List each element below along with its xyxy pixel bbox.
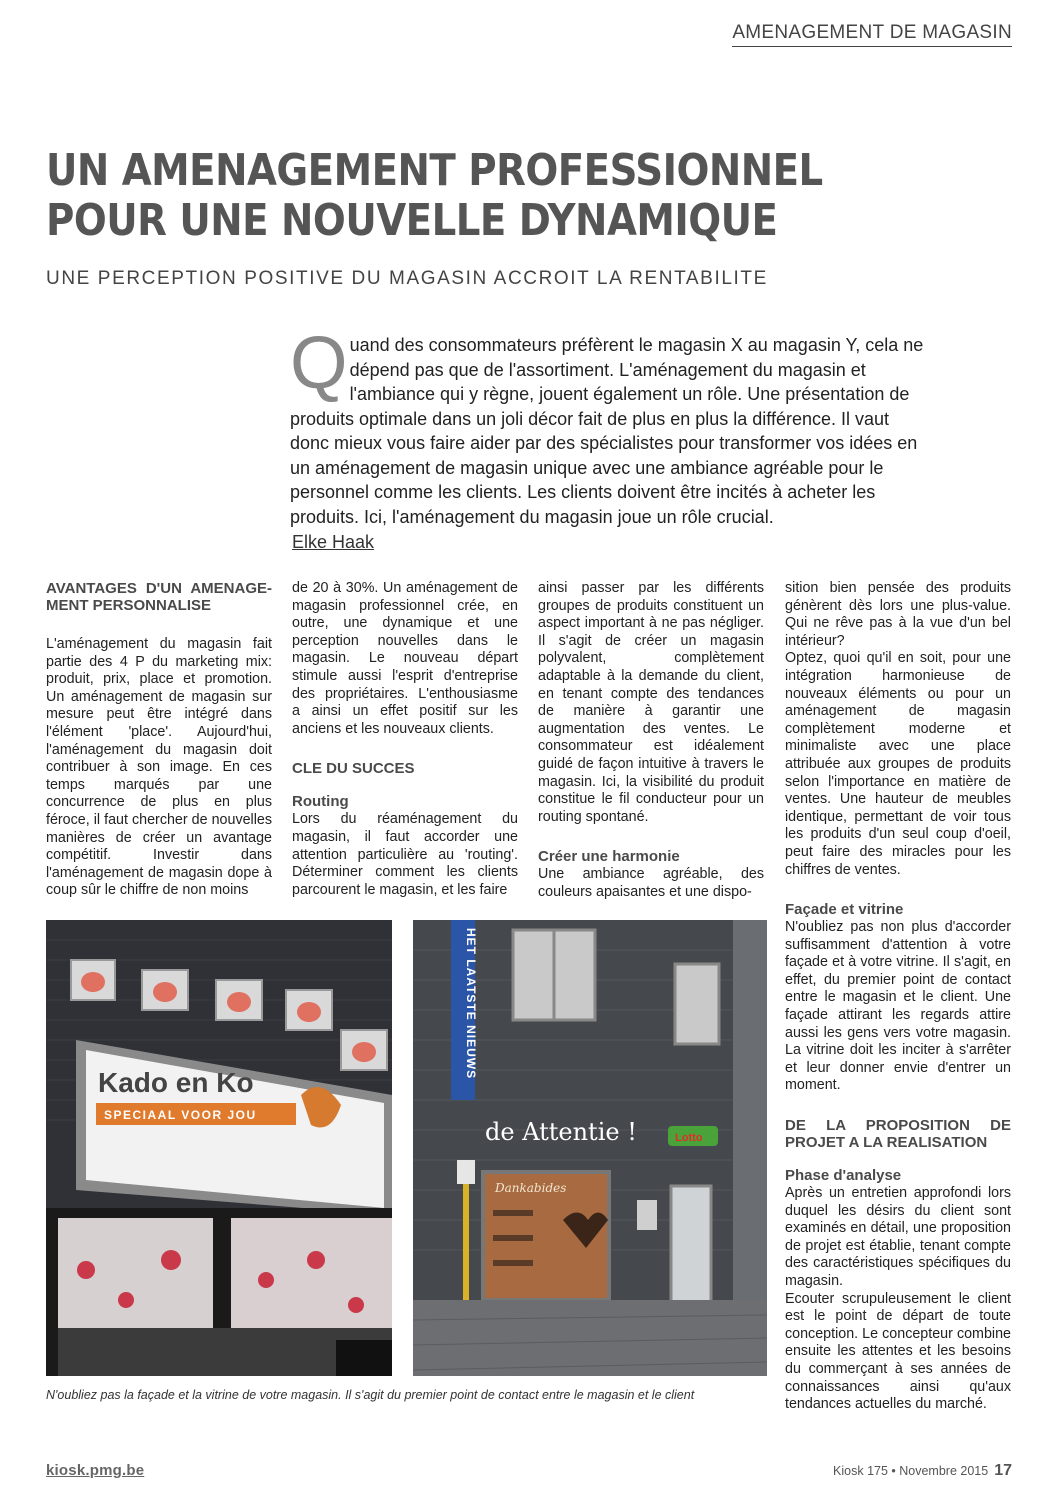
intro-paragraph xyxy=(290,321,930,529)
heading-avantages: AVANTAGES D'UN AMENAGE-MENT PERSONNALISE xyxy=(46,580,272,614)
paragraph: N'oubliez pas non plus d'accorder suffisamment d'attention à votre façade et à votre vitrine. Il s'agit, en effet, du premier point de contact entre le magasin et le client. Une façade attirant les regards attire aussi les gens vers votre magasin. La vitrine doit les inciter à s'arrêter et leur donner envie d'entrer un moment. xyxy=(785,919,1011,1094)
footer-issue xyxy=(833,1462,1012,1480)
column-4 xyxy=(785,580,1011,1414)
heading-proposition: DE LA PROPOSITION DE PROJET A LA REALISATION xyxy=(785,1117,1011,1152)
page-number: 17 xyxy=(994,1462,1012,1479)
intro-text: uand des consommateurs préfèrent le magasin X au magasin Y, cela ne dépend pas que de l'assortiment. L'aménagement du magasin et l'ambiance qui y règne, jouent également un rôle. Une présentation de produits optimale dans un joli décor fait de plus en plus la différence. Il vaut donc mieux vous faire aider par des spécialistes pour transformer vos idées en un aménagement de magasin unique avec une ambiance agréable pour le personnel comme les clients. Les clients doivent être incités à acheter les produits. Ici, l'aménagement du magasin joue un rôle crucial. xyxy=(290,335,924,527)
paragraph: Après un entretien approfondi lors duquel les désirs du client sont examinés en détail, une proposition de projet est établie, tenant compte des caractéristiques spécifiques du magasin. xyxy=(785,1185,1011,1289)
headline-line-2: POUR UNE NOUVELLE DYNAMIQUE xyxy=(46,195,778,246)
headline-line-1: UN AMENAGEMENT PROFESSIONNEL xyxy=(46,145,823,196)
lotto-sign-text: Lotto xyxy=(675,1132,703,1144)
sign-kado-text: Kado en Ko xyxy=(98,1067,254,1098)
paragraph: ainsi passer par les différents groupes de produits constituent un aspect important à ne pas négliger. Il s'agit de créer un magasin polyvalent, complètement adaptable à la demande du client, en tenant compte des tendances de manière à garantir une augmentation des ventes. Le consommateur est idéalement guidé de façon intuitive à travers le magasin. Ici, la visibilité du produit constitue le fil conducteur pour un routing spontané. xyxy=(538,580,764,825)
paragraph: Une ambiance agréable, des couleurs apaisantes et une dispo- xyxy=(538,866,764,900)
paragraph: de 20 à 30%. Un aménagement de magasin professionnel crée, en outre, une dynamique et une perception nouvelles dans le magasin. Le nouveau départ stimule aussi l'esprit d'entreprise des propriétaires. L'enthousiasme a ainsi un effet positif sur les anciens et les nouveaux clients. xyxy=(292,580,518,737)
paragraph: Optez, quoi qu'il en soit, pour une intégration harmonieuse de nouveaux éléments ou pour un aménagement de magasin complètement moderne et minimaliste avec une place attribuée aux groupes de produits selon l'importance en matière de ventes. Une hauteur de meubles identique, permettant de voir tous les produits d'un seul coup d'oeil, peut faire des miracles pour les chiffres de ventes. xyxy=(785,650,1011,878)
photo-caption: N'oubliez pas la façade et la vitrine de votre magasin. Il s'agit du premier point de contact entre le magasin et le client xyxy=(46,1388,695,1402)
column-3 xyxy=(538,580,764,902)
subheading-analyse: Phase d'analyse xyxy=(785,1167,902,1185)
paragraph: Ecouter scrupuleusement le client est le point de départ de toute conception. Le concepteur combine ensuite les attentes et les besoins du commerçant à ses années de connaissances ainsi qu'aux tendances actuelles du marché. xyxy=(785,1290,1011,1413)
paragraph: L'aménagement du magasin fait partie des 4 P du marketing mix: produit, prix, place et promotion. Un aménagement de magasin sur mesure peut être intégré dans l'élément 'place'. Aujourd'hui, l'aménagement du magasin doit contribuer à son image. En ces temps marqués par une concurrence de plus en plus féroce, il faut chercher de nouvelles manières de créer un avantage compétitif. Investir dans l'aménagement de magasin dope à coup sûr le chiffre de non moins xyxy=(46,636,272,899)
photo-kado-illustration xyxy=(46,920,392,1376)
heading-cle-du-succes: CLE DU SUCCES xyxy=(292,760,415,778)
subheading-routing: Routing xyxy=(292,793,349,811)
photo-attentie-illustration xyxy=(413,920,767,1376)
vertical-sign-text: HET LAATSTE NIEUWS xyxy=(464,928,478,1080)
author-name: Elke Haak xyxy=(292,532,375,552)
section-label: AMENAGEMENT DE MAGASIN xyxy=(732,22,1012,47)
footer-site-link[interactable]: kiosk.pmg.be xyxy=(46,1462,145,1479)
subheading-facade: Façade et vitrine xyxy=(785,901,904,919)
column-1 xyxy=(46,580,272,900)
drop-cap: Q xyxy=(290,321,348,404)
sign-speciaal-text: SPECIAAL VOOR JOU xyxy=(104,1108,257,1122)
paragraph: Lors du réaménagement du magasin, il faut accorder une attention particulière au 'routing'. Déterminer comment les clients parcourent le magasin, et les faire xyxy=(292,811,518,898)
headline xyxy=(46,146,891,246)
window-text: Dankabides xyxy=(495,1181,567,1195)
column-2 xyxy=(292,580,518,899)
paragraph: sition bien pensée des produits génèrent dès lors une plus-value. Qui ne rêve pas à la vue d'un bel intérieur? xyxy=(785,580,1011,649)
photo-kado-storefront xyxy=(46,920,392,1376)
footer-issue-text: Kiosk 175 • Novembre 2015 xyxy=(833,1464,989,1478)
storefront-name-text: de Attentie ! xyxy=(485,1118,637,1146)
subheading-harmonie: Créer une harmonie xyxy=(538,848,680,866)
subtitle: UNE PERCEPTION POSITIVE DU MAGASIN ACCROIT LA RENTABILITE xyxy=(46,268,768,289)
photo-attentie-storefront xyxy=(413,920,767,1376)
